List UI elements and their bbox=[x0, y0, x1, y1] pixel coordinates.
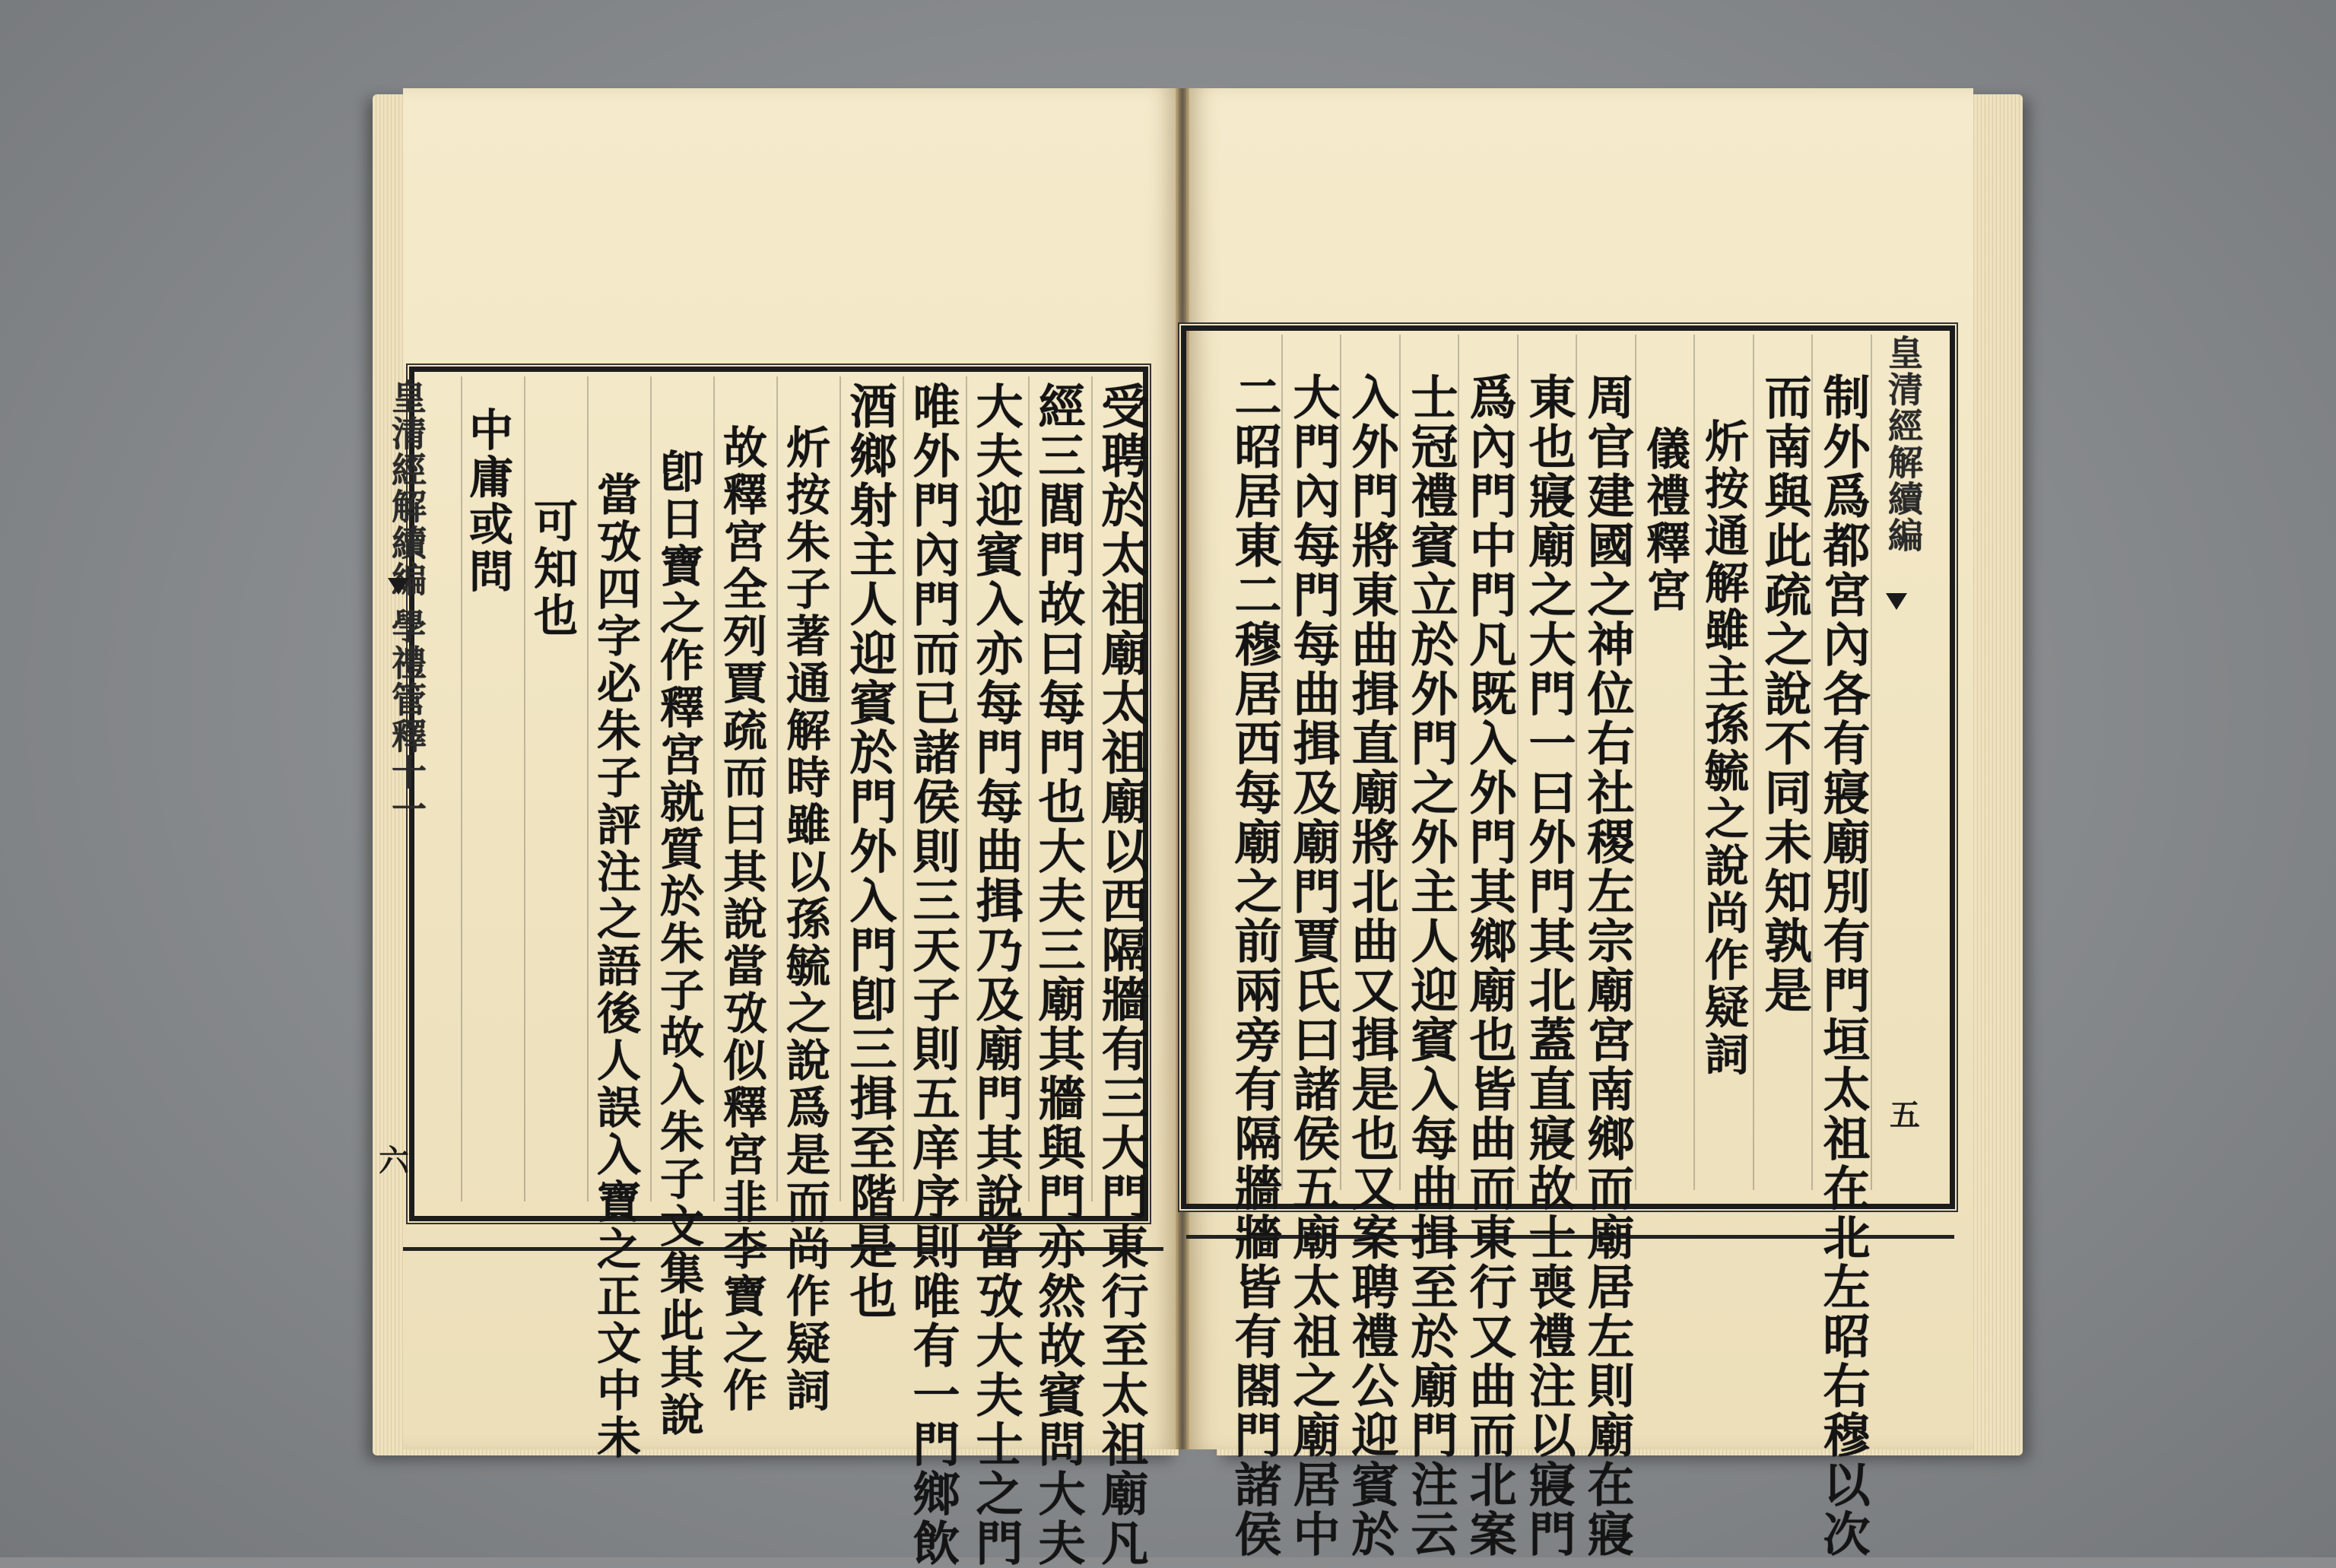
text-column: 經三閭門故曰每門也大夫三廟其牆與門亦然故賓問大夫 bbox=[1030, 382, 1086, 1568]
text-column: 儀禮釋宮 bbox=[1639, 426, 1690, 614]
left-margin-title: 皇清經解續編 bbox=[386, 379, 427, 598]
show-through-text bbox=[1043, 134, 1087, 180]
text-column: 受聘於太祖廟太祖廟以西隔牆有三大門東行至太祖廟凡 bbox=[1093, 382, 1149, 1568]
text-column: 二昭居東二穆居西每廟之前兩旁有隔牆牆皆有閤門諸侯 bbox=[1227, 373, 1282, 1559]
text-column: 入外門將東曲揖直廟將北曲又揖是也又案聘禮公迎賓於 bbox=[1344, 373, 1399, 1559]
right-fishtail-mark bbox=[1886, 593, 1907, 610]
left-fishtail-mark bbox=[388, 578, 409, 595]
column-rule bbox=[524, 376, 525, 1201]
text-column: 卽日寶之作釋宮就質於朱子故入朱子文集此其說 bbox=[652, 449, 704, 1439]
text-column: 大夫迎賓入亦每門每曲揖乃及廟門其說當攷大夫士之門 bbox=[968, 382, 1024, 1568]
text-column: 當攷四字必朱子評注之語後人誤入寶之正文中未 bbox=[589, 471, 641, 1462]
text-column: 士冠禮賓立於外門之外主人迎賓入每曲揖至於廟門注云 bbox=[1403, 373, 1458, 1559]
column-rule bbox=[1753, 335, 1754, 1190]
column-rule bbox=[776, 376, 778, 1201]
column-rule bbox=[587, 376, 589, 1201]
text-column: 故釋宮全列賈疏而曰其說當攷似釋宮非李寶之作 bbox=[716, 424, 767, 1414]
right-fold-number: 五 bbox=[1890, 1097, 1920, 1133]
text-column: 而南與此疏之說不同未知孰是 bbox=[1757, 373, 1812, 1015]
text-column: 周官建國之神位右社稷左宗廟宮南鄉而廟居左則廟在寢 bbox=[1579, 373, 1635, 1559]
column-rule bbox=[713, 376, 715, 1201]
column-rule bbox=[903, 376, 904, 1201]
right-margin-title: 皇清經解續編 bbox=[1883, 335, 1924, 554]
text-column: 中庸或問 bbox=[462, 407, 513, 595]
column-rule bbox=[1399, 335, 1401, 1190]
left-fold-number: 六 bbox=[379, 1143, 409, 1179]
text-column: 唯外門內門而已諸侯則三天子則五庠序則唯有一門鄉飲 bbox=[905, 382, 960, 1568]
text-column: 可知也 bbox=[526, 498, 578, 640]
text-column: 炘按通解雖主孫毓之說尚作疑詞 bbox=[1697, 418, 1749, 1078]
text-column: 制外爲都宮內各有寢廟別有門垣太祖在北左昭右穆以次 bbox=[1815, 373, 1871, 1559]
left-margin-section: 學禮管釋十一 bbox=[386, 608, 427, 827]
text-column: 炘按朱子著通解時雖以孫毓之說爲是而尚作疑詞 bbox=[779, 424, 830, 1414]
column-rule bbox=[1635, 335, 1636, 1190]
text-column: 東也寢廟之大門一曰外門其北蓋直寢故士喪禮注以寢門 bbox=[1521, 373, 1576, 1559]
column-rule bbox=[1693, 335, 1695, 1190]
column-rule bbox=[1517, 335, 1519, 1190]
column-rule bbox=[1091, 376, 1093, 1201]
column-rule bbox=[1028, 376, 1030, 1201]
column-rule bbox=[966, 376, 967, 1201]
text-column: 爲內門中門凡既入外門其鄉廟也皆曲而東行又曲而北案 bbox=[1462, 373, 1517, 1559]
text-column: 大門內每門每曲揖及廟門賈氏曰諸侯五廟太祖之廟居中 bbox=[1285, 373, 1341, 1559]
column-rule bbox=[1871, 335, 1872, 1190]
text-column: 酒鄉射主人迎賓於門外入門卽三揖至階是也 bbox=[842, 382, 897, 1321]
column-rule bbox=[650, 376, 652, 1201]
column-rule bbox=[840, 376, 841, 1201]
open-book bbox=[373, 84, 2023, 1568]
